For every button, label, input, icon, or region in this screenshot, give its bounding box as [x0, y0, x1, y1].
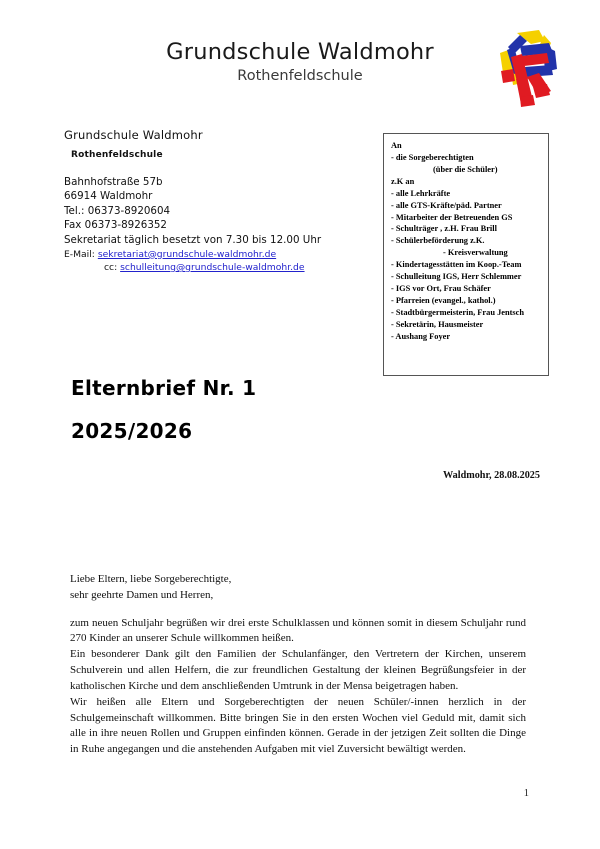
sender-city: 66914 Waldmohr [64, 190, 153, 203]
recipient-list [391, 152, 543, 343]
recipient-list-item: - Mitarbeiter der Betreuenden GS [391, 212, 513, 222]
letter-school-year: 2025/2026 [71, 419, 193, 443]
recipient-list-item: - alle GTS-Kräfte/päd. Partner [391, 200, 502, 210]
recipient-list-item: - Kreisverwaltung [443, 248, 508, 258]
body-paragraph-3: Wir heißen alle Eltern und Sorgeberechtigten der neuen Schüler/-innen herzlich in der Schulgemeinschaft willkommen. Bitte bringen Sie in den ersten Wochen viel Geduld mit, damit sich alle in ihre neuen Rollen und Gruppen einfinden können. Gerade in der jetzigen Zeit sollten die Dinge in Ruhe angegangen und die anstehenden Aufgaben mit viel Zuversicht bewältigt werden. [70, 695, 526, 756]
sender-fax: Fax 06373-8926352 [64, 219, 167, 232]
recipient-list-item: - Pfarreien (evangel., kathol.) [391, 295, 496, 305]
recipient-list-item: (über die Schüler) [433, 164, 498, 174]
sender-subname: Rothenfeldschule [71, 149, 163, 160]
page-number: 1 [523, 788, 529, 799]
recipient-list-item: - Schulträger , z.H. Frau Brill [391, 224, 497, 234]
cc-email-link[interactable]: schulleitung@grundschule-waldmohr.de [120, 262, 305, 274]
salutation-line-2: sehr geehrte Damen und Herren, [70, 588, 214, 601]
recipient-list-item: - Kindertagesstätten im Koop.-Team [391, 260, 522, 270]
recipient-list-item: - IGS vor Ort, Frau Schäfer [391, 284, 491, 294]
salutation-line-1: Liebe Eltern, liebe Sorgeberechtigte, [70, 573, 232, 585]
sender-office-hours: Sekretariat täglich besetzt von 7.30 bis 12.00 Uhr [64, 234, 322, 247]
recipient-list-item: - die Sorgeberechtigten [391, 152, 474, 162]
body-paragraph-2: Ein besonderer Dank gilt den Familien der Schulanfänger, den Vertretern der Kirchen, unserem Schulverein und allen Helfern, die zur freundlichen Gestaltung der kleinen Begrüßungsfeier in der katholischen Kirche und dem anschließenden Umtrunk in der Mensa beigetragen haben. [70, 648, 526, 692]
email-label: E-Mail: [64, 248, 95, 260]
sender-address-block [64, 128, 364, 274]
sender-name: Grundschule Waldmohr [64, 128, 203, 142]
school-name: Grundschule Waldmohr [166, 39, 434, 65]
sender-cc-row [64, 261, 364, 274]
recipient-heading: An [391, 141, 402, 150]
letter-body [70, 572, 526, 758]
sender-contact-lines [64, 175, 364, 275]
email-link[interactable]: sekretariat@grundschule-waldmohr.de [97, 248, 277, 260]
body-paragraph-1: zum neuen Schuljahr begrüßen wir drei erste Schulklassen und können somit in diesem Schuljahr rund 270 Kinder an unserer Schule willkommen heißen. [70, 616, 526, 645]
letter-title: Elternbrief Nr. 1 [71, 376, 257, 400]
letter-date: Waldmohr, 28.08.2025 [443, 470, 540, 481]
sender-street: Bahnhofstraße 57b [64, 175, 163, 188]
salutation [70, 572, 526, 604]
recipient-list-item: - alle Lehrkräfte [391, 188, 451, 198]
cc-label: cc: [104, 262, 118, 274]
recipient-list-item: - Schülerbeförderung z.K. [391, 236, 485, 246]
recipient-list-item: - Schulleitung IGS, Herr Schlemmer [391, 272, 522, 282]
recipient-list-item: - Sekretärin, Hausmeister [391, 319, 484, 329]
recipient-list-item: - Stadtbürgermeisterin, Frau Jentsch [391, 307, 525, 317]
sender-email-row [64, 248, 364, 261]
school-logo-icon [487, 27, 563, 109]
recipient-list-item: - Aushang Foyer [391, 331, 451, 341]
school-subtitle: Rothenfeldschule [237, 67, 363, 84]
sender-phone: Tel.: 06373-8920604 [64, 204, 171, 217]
recipient-list-box [383, 133, 549, 376]
recipient-list-item: z.K an [391, 176, 415, 186]
